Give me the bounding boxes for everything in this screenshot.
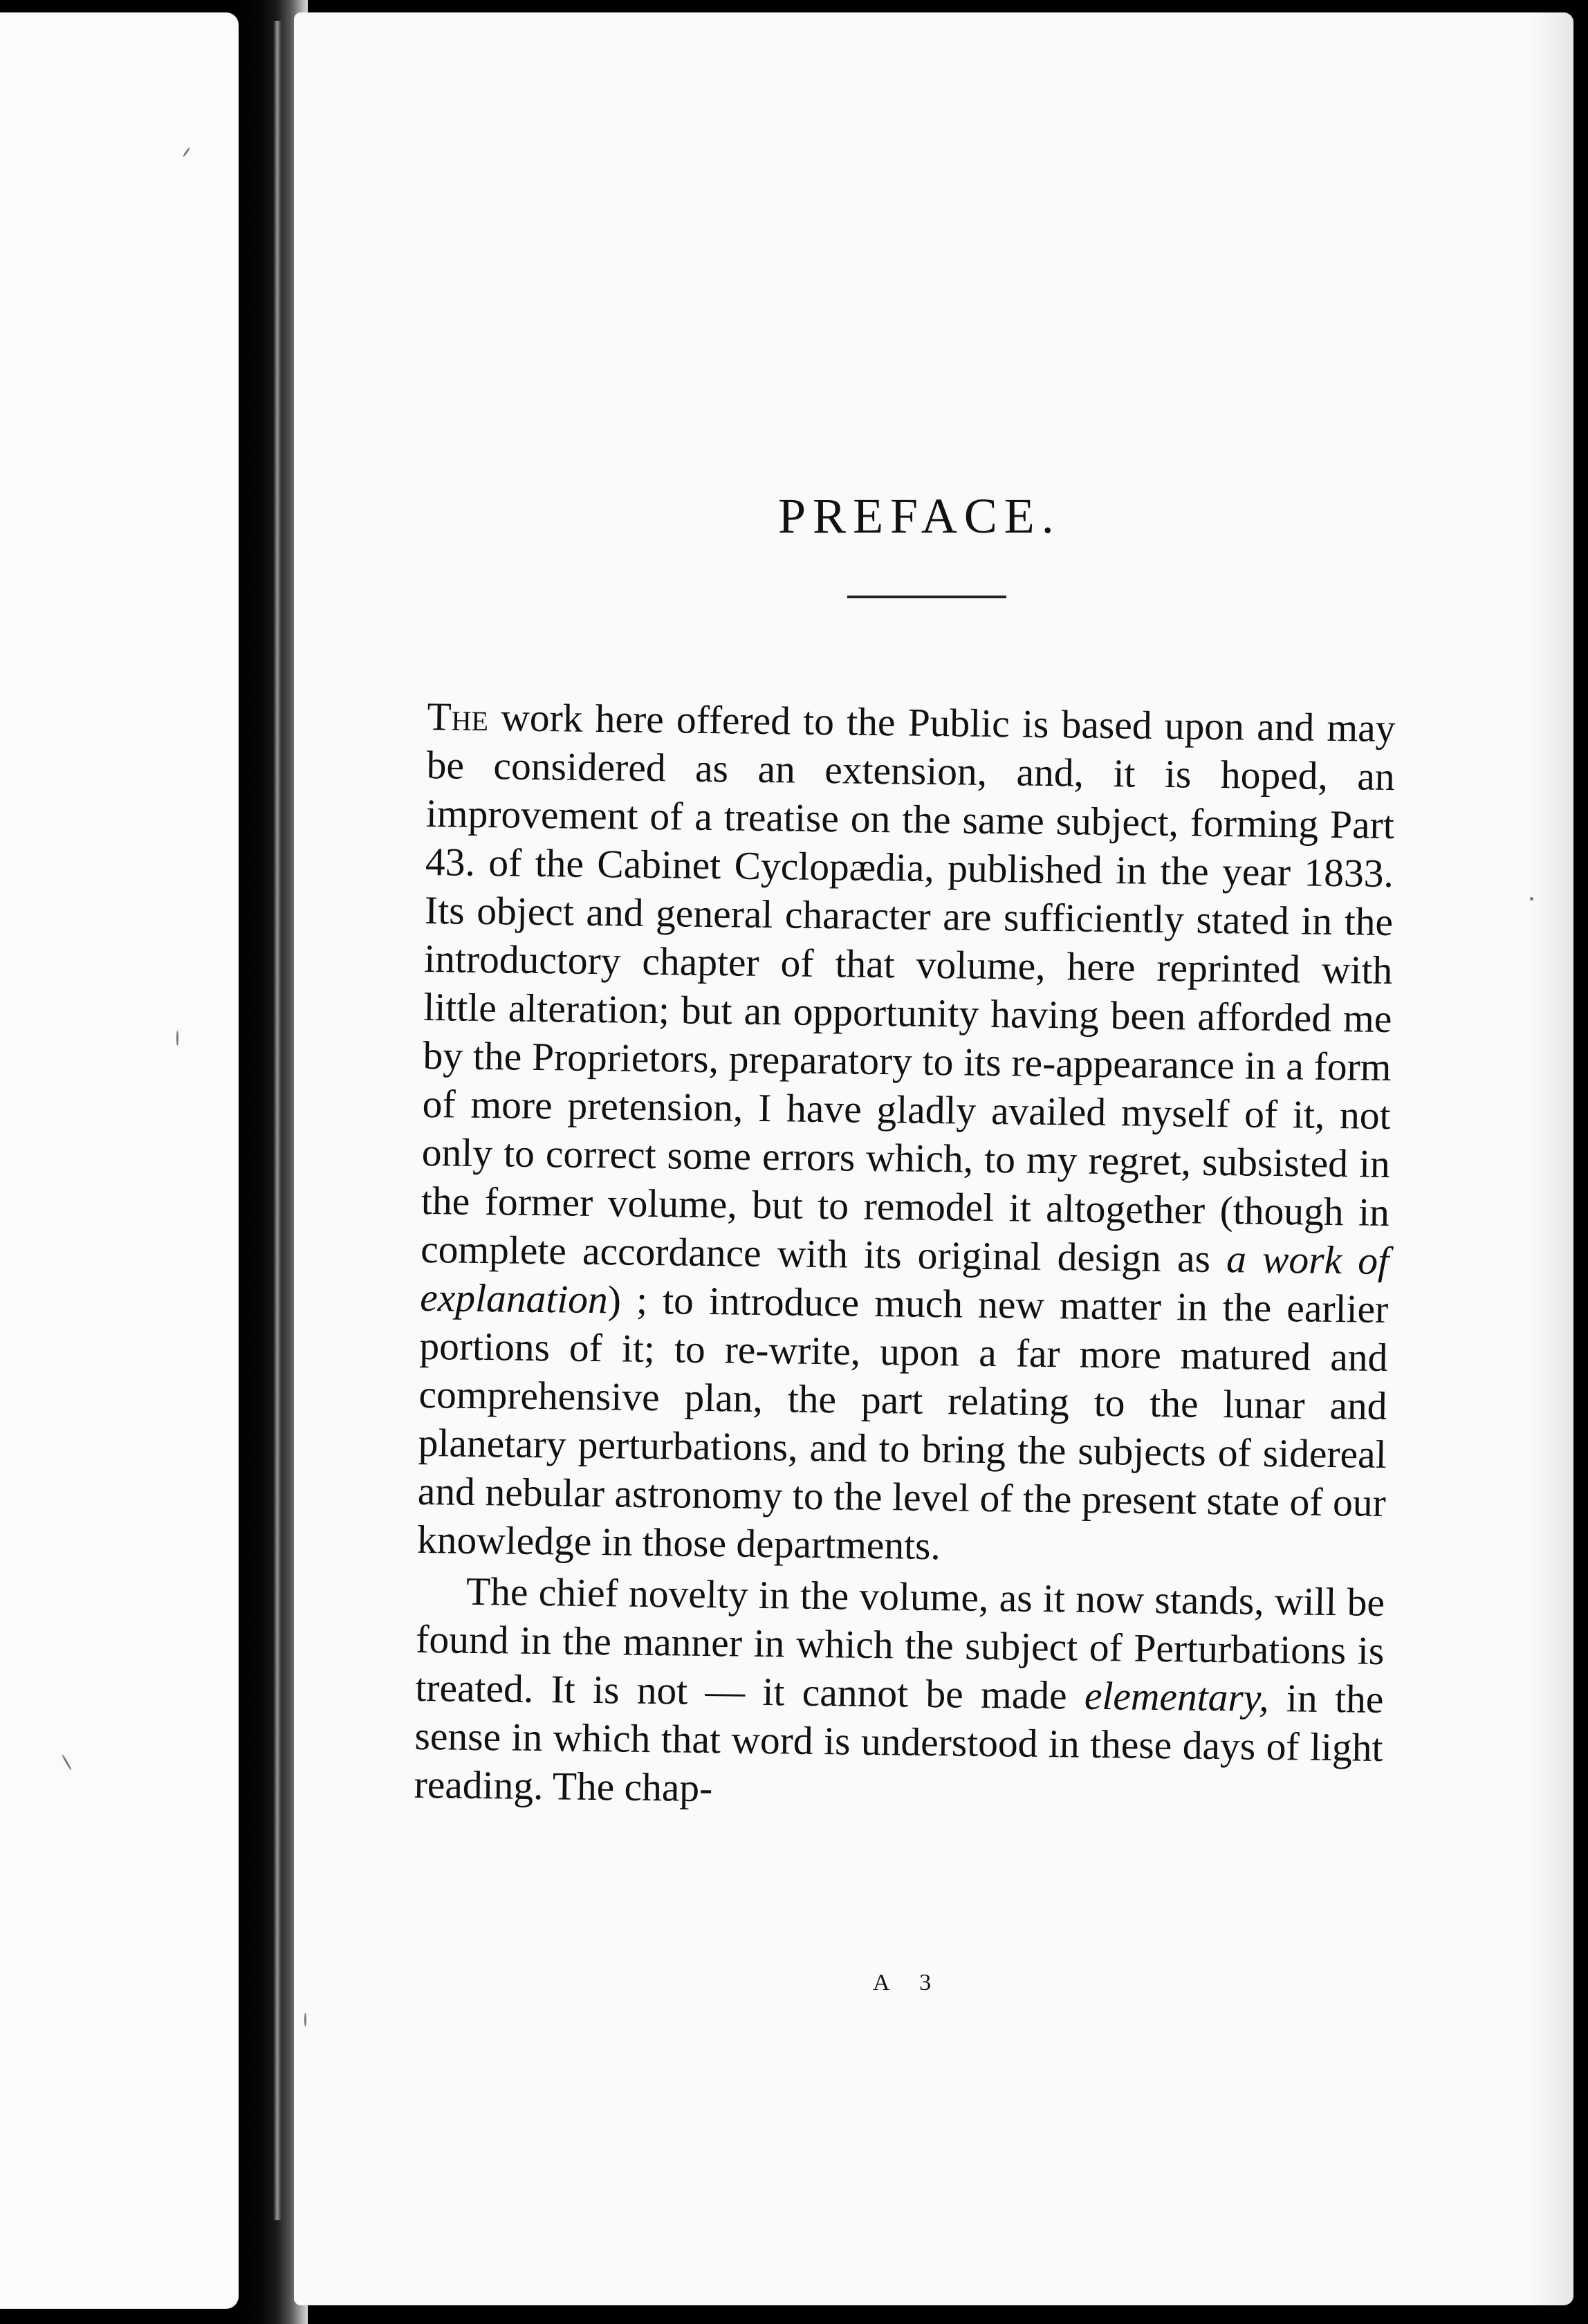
title-rule (847, 596, 1006, 598)
scan-speck (176, 1031, 178, 1046)
scan-speck (304, 2013, 306, 2027)
paragraph-2-emphasis: elementary, (1084, 1674, 1269, 1720)
page-edge-shadow (1529, 12, 1573, 2305)
paragraph-1-lead: The (427, 694, 489, 740)
paragraph-1 (417, 693, 1396, 1576)
paragraph-2-text-end: in the sense in which that word is understood in these days of light reading. The chap- (414, 1677, 1384, 1811)
left-page-edge (0, 12, 239, 2309)
preface-body (414, 693, 1396, 1821)
scan-speck (1530, 897, 1533, 901)
paragraph-1-text-end: ) ; to introduce much new matter in the earlier portions of it; to re-write, upon a far more matured and comprehensive plan, the part relating to the lunar and planetary perturbations, and to bring the subjects of sidereal and nebular astronomy to the level of the present state of our knowledge in those departments. (416, 1278, 1389, 1569)
paragraph-2-text: The chief novelty in the volume, as it now stands, will be found in the manner in which the subject of Perturbations is treated. It is not — it cannot be made (415, 1569, 1385, 1718)
paragraph-1-text: work here offered to the Public is based upon and may be considered as an extension, and, it is hoped, an improvement of a treatise on the same subject, forming Part 43. of the Cabinet Cyclopædia, published in the year 1833. Its object and general character are sufficiently stated in the introductory chapter of that volume, here reprinted with little alteration; but an opportunity having been afforded me by the Proprietors, preparatory to its re-appearance in a form of more pretension, I have gladly availed myself of it, not only to correct some errors which, to my regret, subsisted in the former volume, but to remodel it altogether (though in complete accordance with its original design as (420, 696, 1396, 1281)
signature-mark: A 3 (873, 1970, 944, 1995)
page-title: PREFACE. (778, 488, 1061, 544)
gutter-highlight (273, 21, 281, 2220)
paragraph-1-emphasis: a work of explanation (419, 1237, 1390, 1322)
paragraph-2 (414, 1567, 1385, 1821)
